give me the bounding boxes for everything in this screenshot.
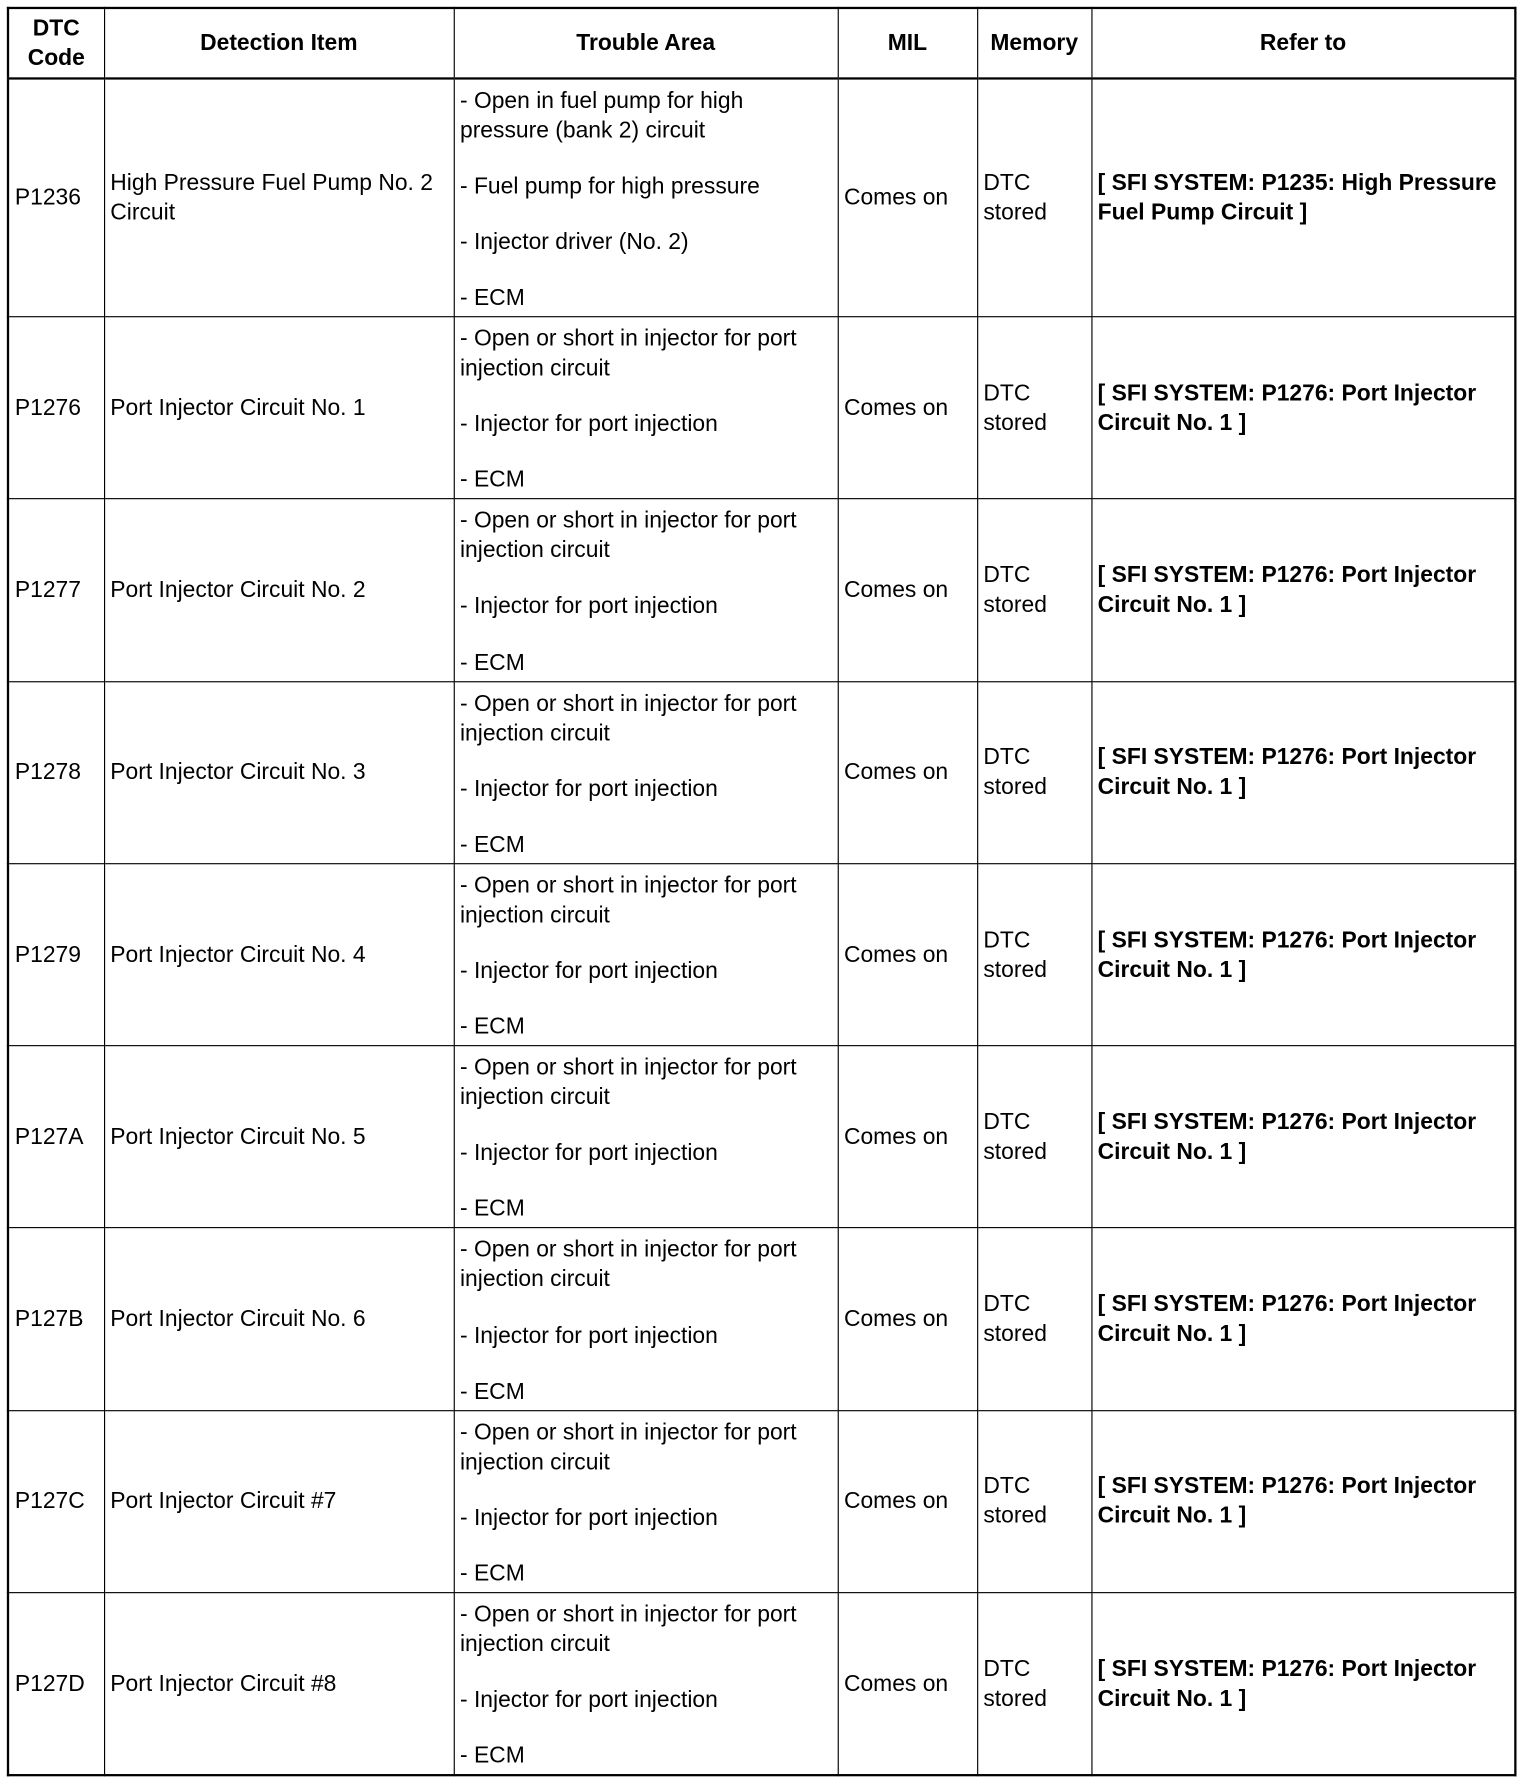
mil-cell: Comes on bbox=[838, 499, 977, 681]
mil-cell: Comes on bbox=[838, 78, 977, 316]
dtc-code-cell: P1278 bbox=[8, 681, 104, 863]
trouble-area-cell bbox=[454, 78, 838, 316]
trouble-area-list bbox=[460, 80, 831, 316]
trouble-area-cell bbox=[454, 317, 838, 499]
trouble-area-cell bbox=[454, 864, 838, 1046]
trouble-area-list bbox=[460, 499, 831, 680]
trouble-area-item: - ECM bbox=[459, 1014, 525, 1040]
memory-cell: DTC stored bbox=[977, 1410, 1091, 1592]
trouble-area-item: - Injector for port injection bbox=[459, 1505, 718, 1531]
trouble-area-cell bbox=[454, 1410, 838, 1592]
trouble-area-item: - Injector driver (No. 2) bbox=[459, 229, 689, 255]
memory-cell: DTC stored bbox=[977, 317, 1091, 499]
table-row bbox=[8, 1593, 1515, 1775]
trouble-area-item: - Open or short in injector for port injection circuit bbox=[459, 1420, 797, 1475]
trouble-area-item: - Open or short in injector for port injection circuit bbox=[459, 873, 797, 928]
trouble-area-item: - ECM bbox=[459, 649, 525, 675]
trouble-area-list bbox=[460, 317, 831, 498]
header-row bbox=[8, 8, 1515, 79]
header-mil: MIL bbox=[838, 8, 977, 79]
table-row bbox=[8, 317, 1515, 499]
mil-cell: Comes on bbox=[838, 1046, 977, 1228]
trouble-area-item: - ECM bbox=[459, 1561, 525, 1587]
dtc-code-cell: P1236 bbox=[8, 78, 104, 316]
refer-to-cell: [ SFI SYSTEM: P1276: Port Injector Circuit No. 1 ] bbox=[1091, 1410, 1515, 1592]
trouble-area-cell bbox=[454, 499, 838, 681]
trouble-area-item: - Injector for port injection bbox=[459, 958, 718, 984]
trouble-area-item: - Injector for port injection bbox=[459, 1323, 718, 1349]
header-dtc-code: DTC Code bbox=[8, 8, 104, 79]
header-refer-to: Refer to bbox=[1091, 8, 1515, 79]
detection-item-cell: Port Injector Circuit No. 4 bbox=[104, 864, 454, 1046]
table-header bbox=[8, 8, 1515, 79]
table-row bbox=[8, 864, 1515, 1046]
refer-to-cell: [ SFI SYSTEM: P1276: Port Injector Circuit No. 1 ] bbox=[1091, 864, 1515, 1046]
detection-item-cell: Port Injector Circuit No. 6 bbox=[104, 1228, 454, 1410]
refer-to-cell: [ SFI SYSTEM: P1276: Port Injector Circuit No. 1 ] bbox=[1091, 499, 1515, 681]
memory-cell: DTC stored bbox=[977, 499, 1091, 681]
detection-item-cell: Port Injector Circuit No. 1 bbox=[104, 317, 454, 499]
detection-item-cell: Port Injector Circuit #8 bbox=[104, 1593, 454, 1775]
trouble-area-item: - Injector for port injection bbox=[459, 594, 718, 620]
memory-cell: DTC stored bbox=[977, 1228, 1091, 1410]
trouble-area-item: - Open or short in injector for port injection circuit bbox=[459, 690, 797, 746]
dtc-code-cell: P127B bbox=[8, 1228, 104, 1410]
refer-to-cell: [ SFI SYSTEM: P1276: Port Injector Circuit No. 1 ] bbox=[1091, 681, 1515, 863]
dtc-code-cell: P1277 bbox=[8, 499, 104, 681]
mil-cell: Comes on bbox=[838, 681, 977, 863]
refer-to-cell: [ SFI SYSTEM: P1235: High Pressure Fuel Pump Circuit ] bbox=[1091, 78, 1515, 316]
trouble-area-item: - Open or short in injector for port injection circuit bbox=[459, 326, 797, 381]
mil-cell: Comes on bbox=[838, 1228, 977, 1410]
trouble-area-list bbox=[460, 1411, 831, 1592]
trouble-area-item: - Injector for port injection bbox=[459, 1687, 718, 1713]
trouble-area-item: - ECM bbox=[459, 1196, 525, 1222]
refer-to-cell: [ SFI SYSTEM: P1276: Port Injector Circuit No. 1 ] bbox=[1091, 1228, 1515, 1410]
trouble-area-item: - ECM bbox=[459, 832, 525, 858]
trouble-area-item: - Injector for port injection bbox=[459, 411, 718, 437]
header-trouble-area: Trouble Area bbox=[454, 8, 838, 79]
trouble-area-cell bbox=[454, 681, 838, 863]
memory-cell: DTC stored bbox=[977, 78, 1091, 316]
trouble-area-item: - Open or short in injector for port injection circuit bbox=[459, 508, 797, 564]
trouble-area-item: - Open or short in injector for port injection circuit bbox=[459, 1237, 797, 1293]
table-row bbox=[8, 1228, 1515, 1410]
detection-item-cell: Port Injector Circuit No. 2 bbox=[104, 499, 454, 681]
detection-item-cell: Port Injector Circuit No. 3 bbox=[104, 681, 454, 863]
trouble-area-list bbox=[460, 682, 831, 863]
mil-cell: Comes on bbox=[838, 317, 977, 499]
refer-to-cell: [ SFI SYSTEM: P1276: Port Injector Circuit No. 1 ] bbox=[1091, 1593, 1515, 1775]
trouble-area-item: - ECM bbox=[459, 1379, 525, 1405]
dtc-code-cell: P127D bbox=[8, 1593, 104, 1775]
trouble-area-item: - Open or short in injector for port injection circuit bbox=[459, 1055, 797, 1111]
trouble-area-item: - Open in fuel pump for high pressure (bank 2) circuit bbox=[459, 88, 744, 144]
table-row bbox=[8, 78, 1515, 316]
table-body bbox=[8, 78, 1515, 1775]
refer-to-cell: [ SFI SYSTEM: P1276: Port Injector Circuit No. 1 ] bbox=[1091, 1046, 1515, 1228]
dtc-code-cell: P1279 bbox=[8, 864, 104, 1046]
trouble-area-list bbox=[460, 1593, 831, 1774]
dtc-code-cell: P127A bbox=[8, 1046, 104, 1228]
header-detection-item: Detection Item bbox=[104, 8, 454, 79]
trouble-area-item: - Open or short in injector for port injection circuit bbox=[459, 1602, 797, 1658]
table-row bbox=[8, 1410, 1515, 1592]
detection-item-cell: Port Injector Circuit #7 bbox=[104, 1410, 454, 1592]
trouble-area-cell bbox=[454, 1046, 838, 1228]
trouble-area-cell bbox=[454, 1228, 838, 1410]
table-row bbox=[8, 681, 1515, 863]
dtc-table bbox=[7, 7, 1517, 1776]
table-row bbox=[8, 1046, 1515, 1228]
trouble-area-list bbox=[460, 1229, 831, 1410]
trouble-area-list bbox=[460, 864, 831, 1045]
memory-cell: DTC stored bbox=[977, 681, 1091, 863]
header-memory: Memory bbox=[977, 8, 1091, 79]
detection-item-cell: High Pressure Fuel Pump No. 2 Circuit bbox=[104, 78, 454, 316]
trouble-area-cell bbox=[454, 1593, 838, 1775]
trouble-area-item: - Fuel pump for high pressure bbox=[459, 173, 760, 199]
trouble-area-item: - ECM bbox=[459, 1743, 525, 1769]
trouble-area-item: - ECM bbox=[459, 285, 525, 311]
mil-cell: Comes on bbox=[838, 1410, 977, 1592]
table-row bbox=[8, 499, 1515, 681]
mil-cell: Comes on bbox=[838, 1593, 977, 1775]
refer-to-cell: [ SFI SYSTEM: P1276: Port Injector Circuit No. 1 ] bbox=[1091, 317, 1515, 499]
memory-cell: DTC stored bbox=[977, 1593, 1091, 1775]
mil-cell: Comes on bbox=[838, 864, 977, 1046]
dtc-code-cell: P1276 bbox=[8, 317, 104, 499]
memory-cell: DTC stored bbox=[977, 864, 1091, 1046]
trouble-area-list bbox=[460, 1046, 831, 1227]
trouble-area-item: - Injector for port injection bbox=[459, 1140, 718, 1166]
memory-cell: DTC stored bbox=[977, 1046, 1091, 1228]
detection-item-cell: Port Injector Circuit No. 5 bbox=[104, 1046, 454, 1228]
trouble-area-item: - Injector for port injection bbox=[459, 776, 718, 802]
trouble-area-item: - ECM bbox=[459, 467, 525, 493]
dtc-code-cell: P127C bbox=[8, 1410, 104, 1592]
